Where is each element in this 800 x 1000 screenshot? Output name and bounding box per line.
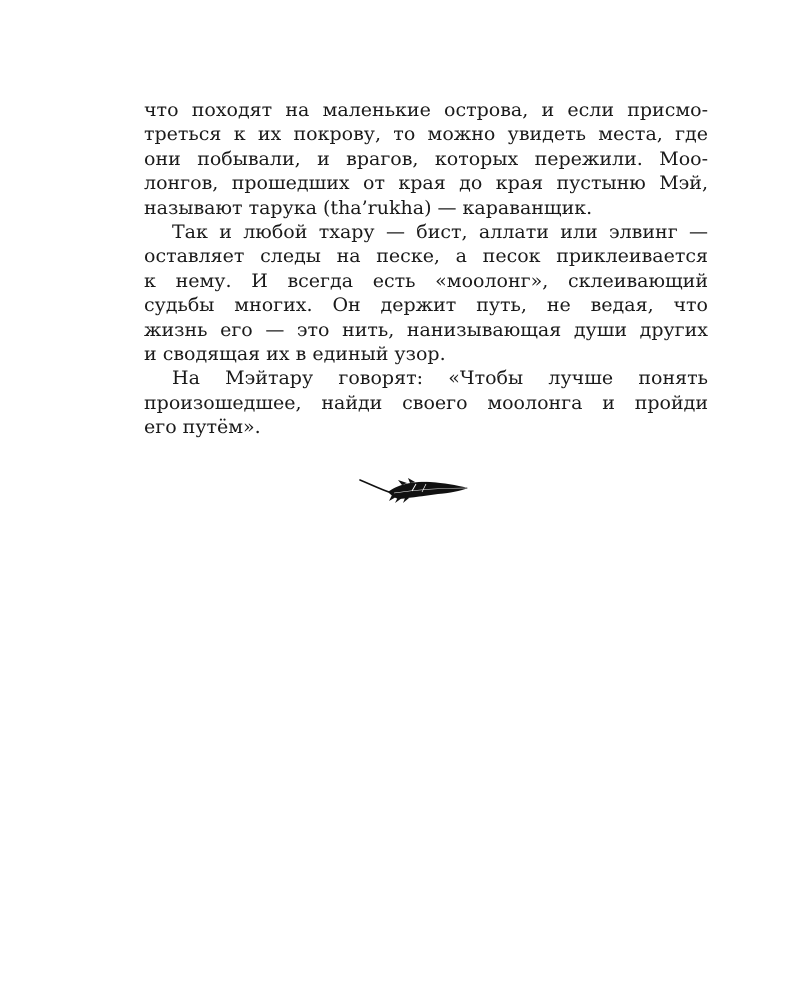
text-line: произошедшее, найди своего моолонга и пройди	[144, 391, 708, 414]
text-line: треться к их покрову, то можно увидеть места, где	[144, 123, 708, 146]
text-line: они побывали, и врагов, которых пережили. Моо-	[144, 147, 708, 170]
text-line: лонгов, прошедших от края до края пустыню Мэй,	[144, 172, 708, 195]
text-line: На Мэйтару говорят: «Чтобы лучше понять	[172, 367, 708, 390]
text-line: оставляет следы на песке, а песок приклеивается	[144, 245, 708, 268]
text-line: называют тарука (tha’rukha) — караванщик.	[144, 196, 593, 219]
text-line: жизнь его — это нить, нанизывающая души других	[144, 318, 708, 341]
text-line: к нему. И всегда есть «моолонг», склеивающий	[144, 269, 708, 292]
text-line: Так и любой тхару — бист, аллати или элвинг —	[172, 220, 708, 243]
text-line: судьбы многих. Он держит путь, не ведая, что	[144, 294, 708, 317]
text-line: что походят на маленькие острова, и если присмо-	[144, 99, 708, 121]
text-line: его путём».	[144, 416, 261, 439]
body-text	[144, 98, 708, 439]
feather-icon	[358, 471, 470, 505]
text-line: и сводящая их в единый узор.	[144, 342, 446, 365]
